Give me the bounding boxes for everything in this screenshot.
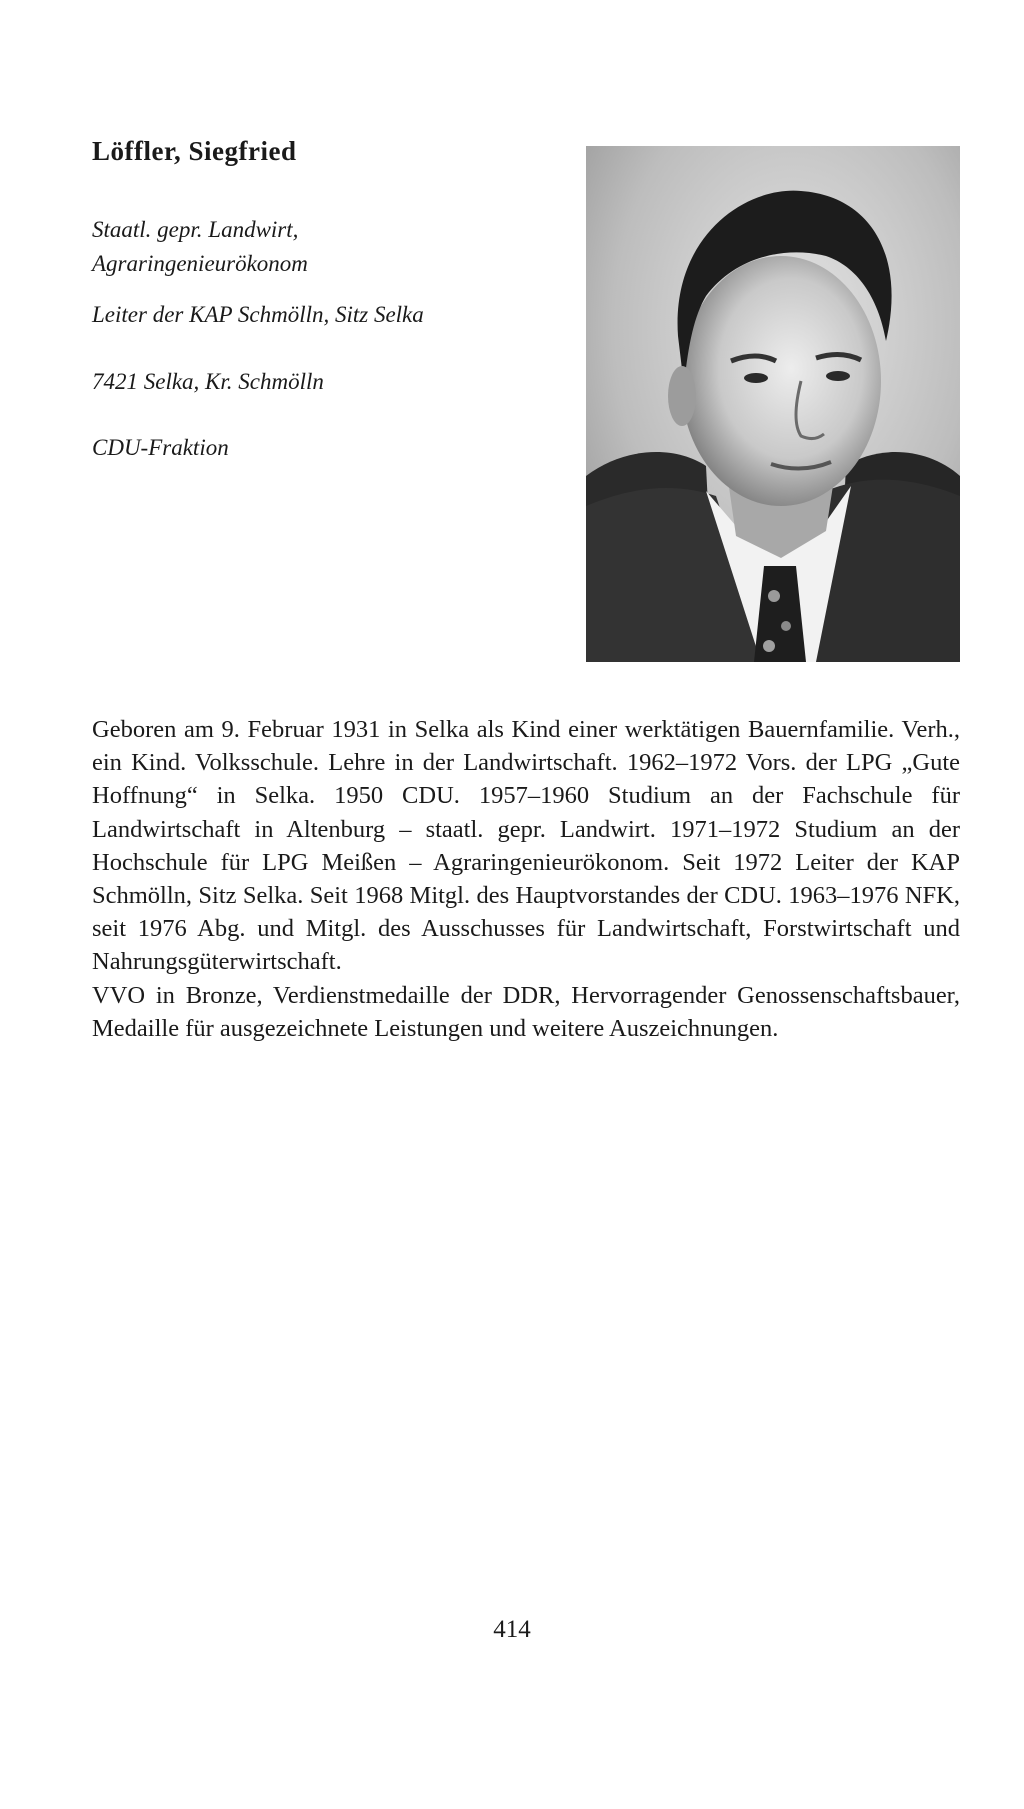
- biography-paragraph-1: Geboren am 9. Februar 1931 in Selka als Kind einer werktätigen Bauernfamilie. Verh., ein Kind. Volksschule. Lehre in der Landwirtschaft. 1962–1972 Vors. der LPG „Gute Hoffnung“ in Selka. 1950 CDU. 1957–1960 Studium an der Fachschule für Landwirtschaft in Altenburg – staatl. gepr. Landwirt. 1971–1972 Studium an der Hochschule für LPG Meißen – Agraringenieurökonom. Seit 1972 Leiter der KAP Schmölln, Sitz Selka. Seit 1968 Mitgl. des Hauptvorstandes der CDU. 1963–1976 NFK, seit 1976 Abg. und Mitgl. des Ausschusses für Landwirtschaft, Forstwirtschaft und Nahrungsgüterwirtschaft.: [92, 716, 960, 976]
- qualification-line-1: Staatl. gepr. Landwirt,: [92, 217, 299, 242]
- person-name: Löffler, Siegfried: [92, 136, 297, 166]
- faction: CDU-Fraktion: [92, 435, 229, 460]
- portrait-illustration: [586, 146, 960, 662]
- position: Leiter der KAP Schmölln, Sitz Selka: [92, 302, 424, 327]
- biography: [92, 713, 960, 1045]
- page-number: 414: [493, 1616, 531, 1643]
- biography-paragraph-2: VVO in Bronze, Verdienstmedaille der DDR, Hervorragender Genossenschaftsbauer, Medaille für ausgezeichnete Leistungen und weitere Auszeichnungen.: [92, 981, 960, 1042]
- portrait-photo: [586, 146, 960, 662]
- qualification-line-2: Agraringenieurökonom: [92, 251, 308, 276]
- address: 7421 Selka, Kr. Schmölln: [92, 369, 324, 394]
- qualification: [92, 213, 308, 281]
